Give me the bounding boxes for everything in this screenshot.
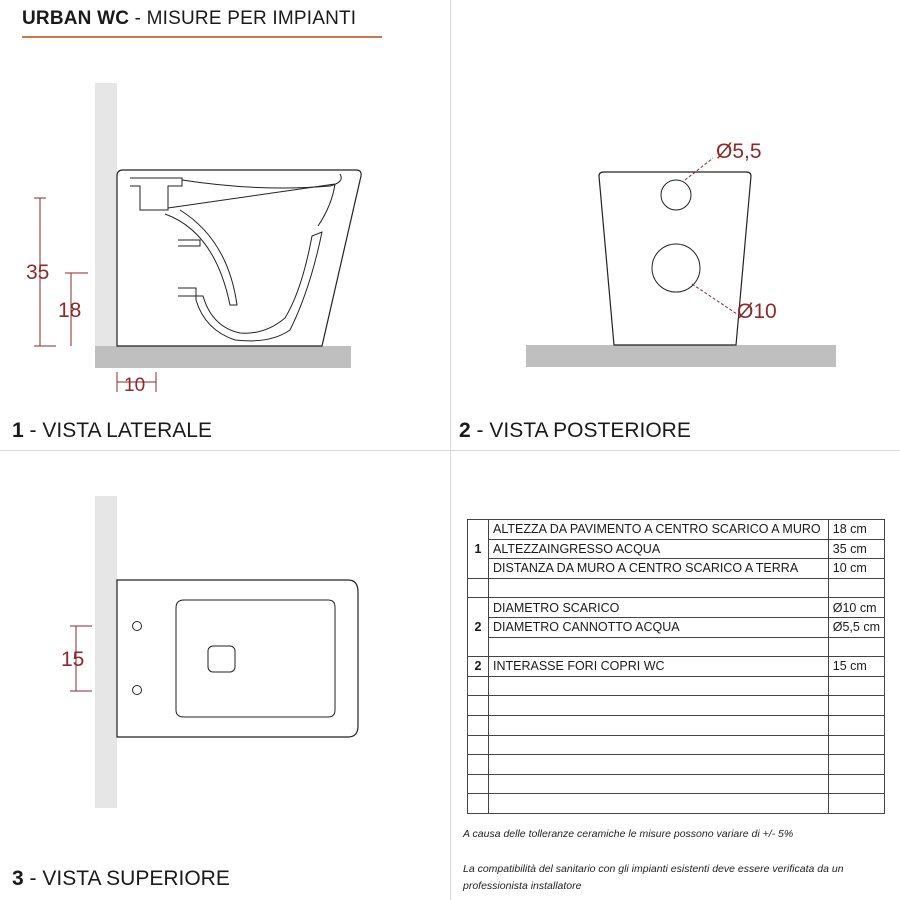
side-wc-body [117,170,361,346]
dim-side-height: 35 [26,261,50,284]
top-wall [95,496,117,808]
product-name: URBAN WC [22,8,130,29]
top-drain-opening [208,646,235,672]
table-row-empty [468,578,885,598]
table-row-empty [468,774,885,794]
caption-side-view [12,419,212,443]
table-row-empty [468,755,885,775]
table-row-empty [468,715,885,735]
caption-top-view [12,867,230,891]
table-row-empty [468,794,885,814]
caption-rear-num: 2 [459,419,471,442]
table-value: 10 cm [828,559,884,579]
table-row [468,539,885,559]
table-value: 35 cm [828,539,884,559]
dim-rear-drain: Ø10 [737,300,777,323]
table-desc: ALTEZZA DA PAVIMENTO A CENTRO SCARICO A MURO [489,520,829,540]
table-group-num: 2 [468,598,489,657]
tolerance-note: A causa delle tolleranze ceramiche le misure possono variare di +/- 5% [463,828,794,840]
installer-note: La compatibilità del sanitario con gli impianti esistenti deve essere verificata da un professionista installatore [463,863,844,892]
caption-top-num: 3 [12,867,24,890]
table-row [468,559,885,579]
table-group-num: 2 [468,657,489,677]
top-fixing-hole-lower [133,686,142,695]
dim-side-drain: 18 [58,299,82,322]
top-seat [176,600,335,717]
table-value: 15 cm [828,657,884,677]
table-row-empty [468,735,885,755]
table-desc: ALTEZZAINGRESSO ACQUA [489,539,829,559]
table-desc: DIAMETRO CANNOTTO ACQUA [489,617,829,637]
table-desc: DISTANZA DA MURO A CENTRO SCARICO A TERRA [489,559,829,579]
dim-top-fixing: 15 [61,648,85,671]
table-desc: DIAMETRO SCARICO [489,598,829,618]
caption-top-label: - VISTA SUPERIORE [23,867,230,890]
side-floor [95,346,351,368]
table-row [468,520,885,540]
rear-floor [526,345,836,367]
top-fixing-hole-upper [133,622,142,631]
caption-side-num: 1 [12,419,24,442]
caption-rear-view [459,419,691,443]
table-value: Ø5,5 cm [828,617,884,637]
table-value: 18 cm [828,520,884,540]
rear-view [526,140,836,367]
caption-rear-label: - VISTA POSTERIORE [470,419,691,442]
dim-side-wall: 10 [124,375,146,396]
table-value: Ø10 cm [828,598,884,618]
side-view [26,83,361,396]
table-row [468,657,885,677]
rear-water-hole [661,180,691,210]
table-row-empty [468,676,885,696]
table-row-empty [468,637,885,657]
table-desc: INTERASSE FORI COPRI WC [489,657,829,677]
table-row [468,617,885,637]
measurements-table [467,519,885,814]
table-group-num: 1 [468,520,489,579]
table-row-empty [468,696,885,716]
table-row [468,598,885,618]
top-view [61,496,358,808]
side-wall [95,83,117,346]
page-subtitle: - MISURE PER IMPIANTI [129,8,357,29]
caption-side-label: - VISTA LATERALE [23,419,212,442]
dim-rear-water: Ø5,5 [716,140,762,163]
